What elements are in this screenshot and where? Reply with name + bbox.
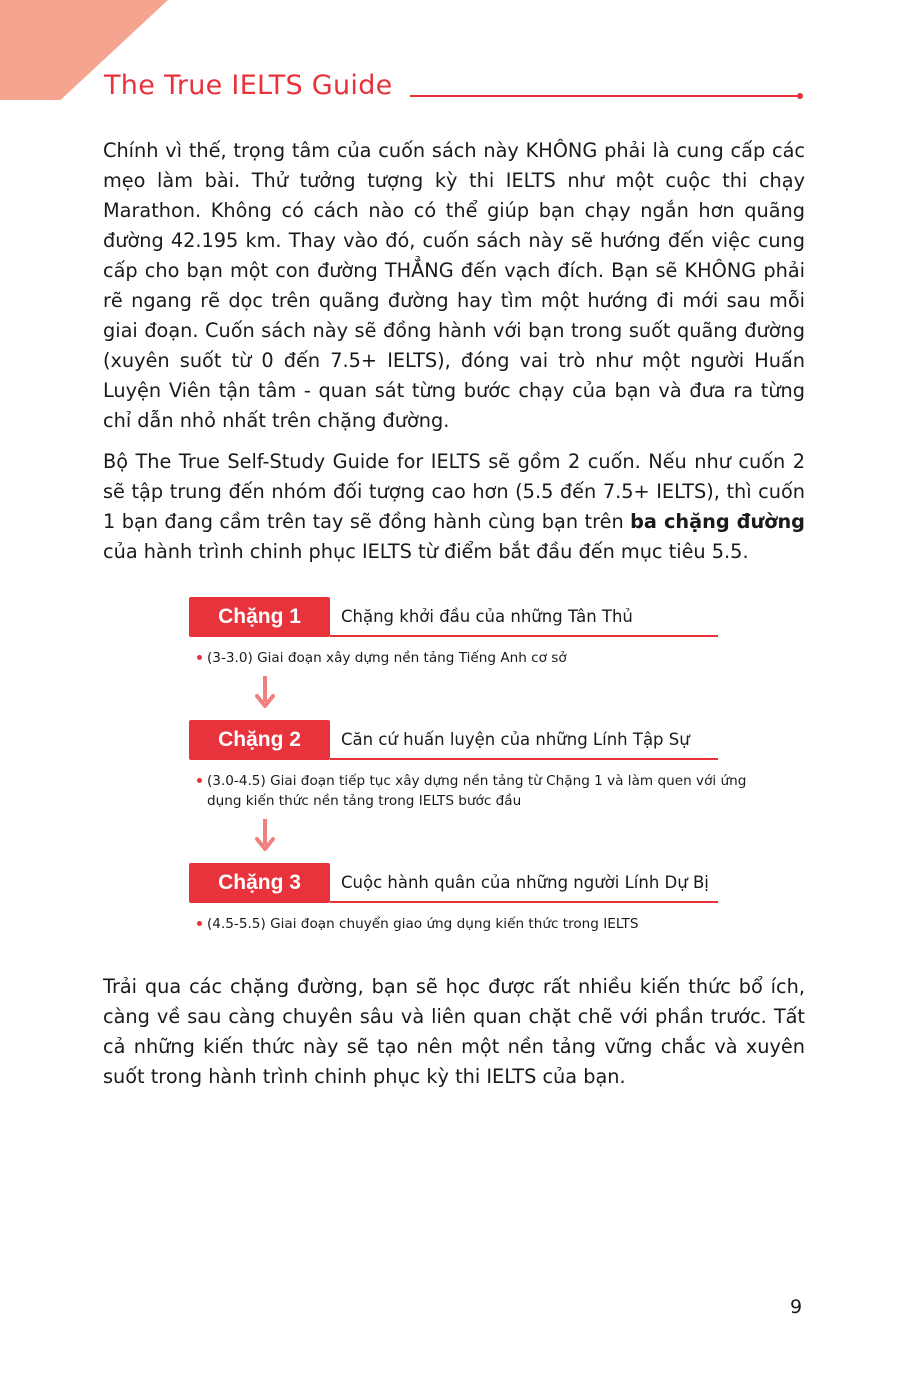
header-rule: [410, 95, 800, 97]
stage-1-badge: Chặng 1: [189, 597, 330, 637]
stage-2-title: Căn cứ huấn luyện của những Lính Tập Sự: [341, 730, 690, 749]
stage-2-desc: (3.0-4.5) Giai đoạn tiếp tục xây dựng nền tảng từ Chặng 1 và làm quen với ứng dụng kiến thức nền tảng trong IELTS bước đầu: [197, 771, 747, 811]
stage-3-badge: Chặng 3: [189, 863, 330, 903]
paragraph-series-text-1: Bộ The True Self-Study Guide for IELTS sẽ gồm 2 cuốn. Nếu như cuốn 2 sẽ tập trung đến nhóm đối tượng cao hơn (5.5 đến 7.5+ IELTS), thì cuốn 1 bạn đang cầm trên tay sẽ đồng hành cùng bạn trên: [103, 450, 805, 533]
stage-3-title: Cuộc hành quân của những người Lính Dự Bị: [341, 873, 709, 892]
stage-1-desc: (3-3.0) Giai đoạn xây dựng nền tảng Tiếng Anh cơ sở: [197, 648, 747, 668]
stage-2-badge: Chặng 2: [189, 720, 330, 760]
paragraph-conclusion: Trải qua các chặng đường, bạn sẽ học được rất nhiều kiến thức bổ ích, càng về sau càng chuyên sâu và liên quan chặt chẽ với phần trước. Tất cả những kiến thức này sẽ tạo nên một nền tảng vững chắc và xuyên suốt trong hành trình chinh phục kỳ thi IELTS của bạn.: [103, 975, 805, 1088]
stage-3-rule: [330, 901, 718, 903]
stage-2-rule: [330, 758, 718, 760]
running-header-title: The True IELTS Guide: [104, 70, 393, 101]
page-number: 9: [790, 1296, 803, 1318]
stage-1-title: Chặng khởi đầu của những Tân Thủ: [341, 607, 633, 626]
down-arrow-icon: [255, 676, 275, 712]
paragraph-series-bold: ba chặng đường: [630, 510, 805, 533]
stage-3-desc: (4.5-5.5) Giai đoạn chuyển giao ứng dụng kiến thức trong IELTS: [197, 914, 747, 934]
stage-1-rule: [330, 635, 718, 637]
paragraph-series: [103, 447, 805, 567]
down-arrow-icon: [255, 819, 275, 855]
paragraph-series-text-2: của hành trình chinh phục IELTS từ điểm bắt đầu đến mục tiêu 5.5.: [103, 540, 749, 563]
paragraph-intro: Chính vì thế, trọng tâm của cuốn sách này KHÔNG phải là cung cấp các mẹo làm bài. Thử tưởng tượng kỳ thi IELTS như một cuộc thi chạy Marathon. Không có cách nào có thể giúp bạn chạy ngắn hơn quãng đường 42.195 km. Thay vào đó, cuốn sách này sẽ hướng đến việc cung cấp cho bạn một con đường THẲNG đến vạch đích. Bạn sẽ KHÔNG phải rẽ ngang rẽ dọc trên quãng đường hay tìm một hướng đi mới sau mỗi giai đoạn. Cuốn sách này sẽ đồng hành với bạn trong suốt quãng đường (xuyên suốt từ 0 đến 7.5+ IELTS), đóng vai trò như một người Huấn Luyện Viên tận tâm - quan sát từng bước chạy của bạn và đưa ra từng chỉ dẫn nhỏ nhất trên chặng đường.: [103, 139, 805, 432]
header-rule-dot: [797, 93, 803, 99]
